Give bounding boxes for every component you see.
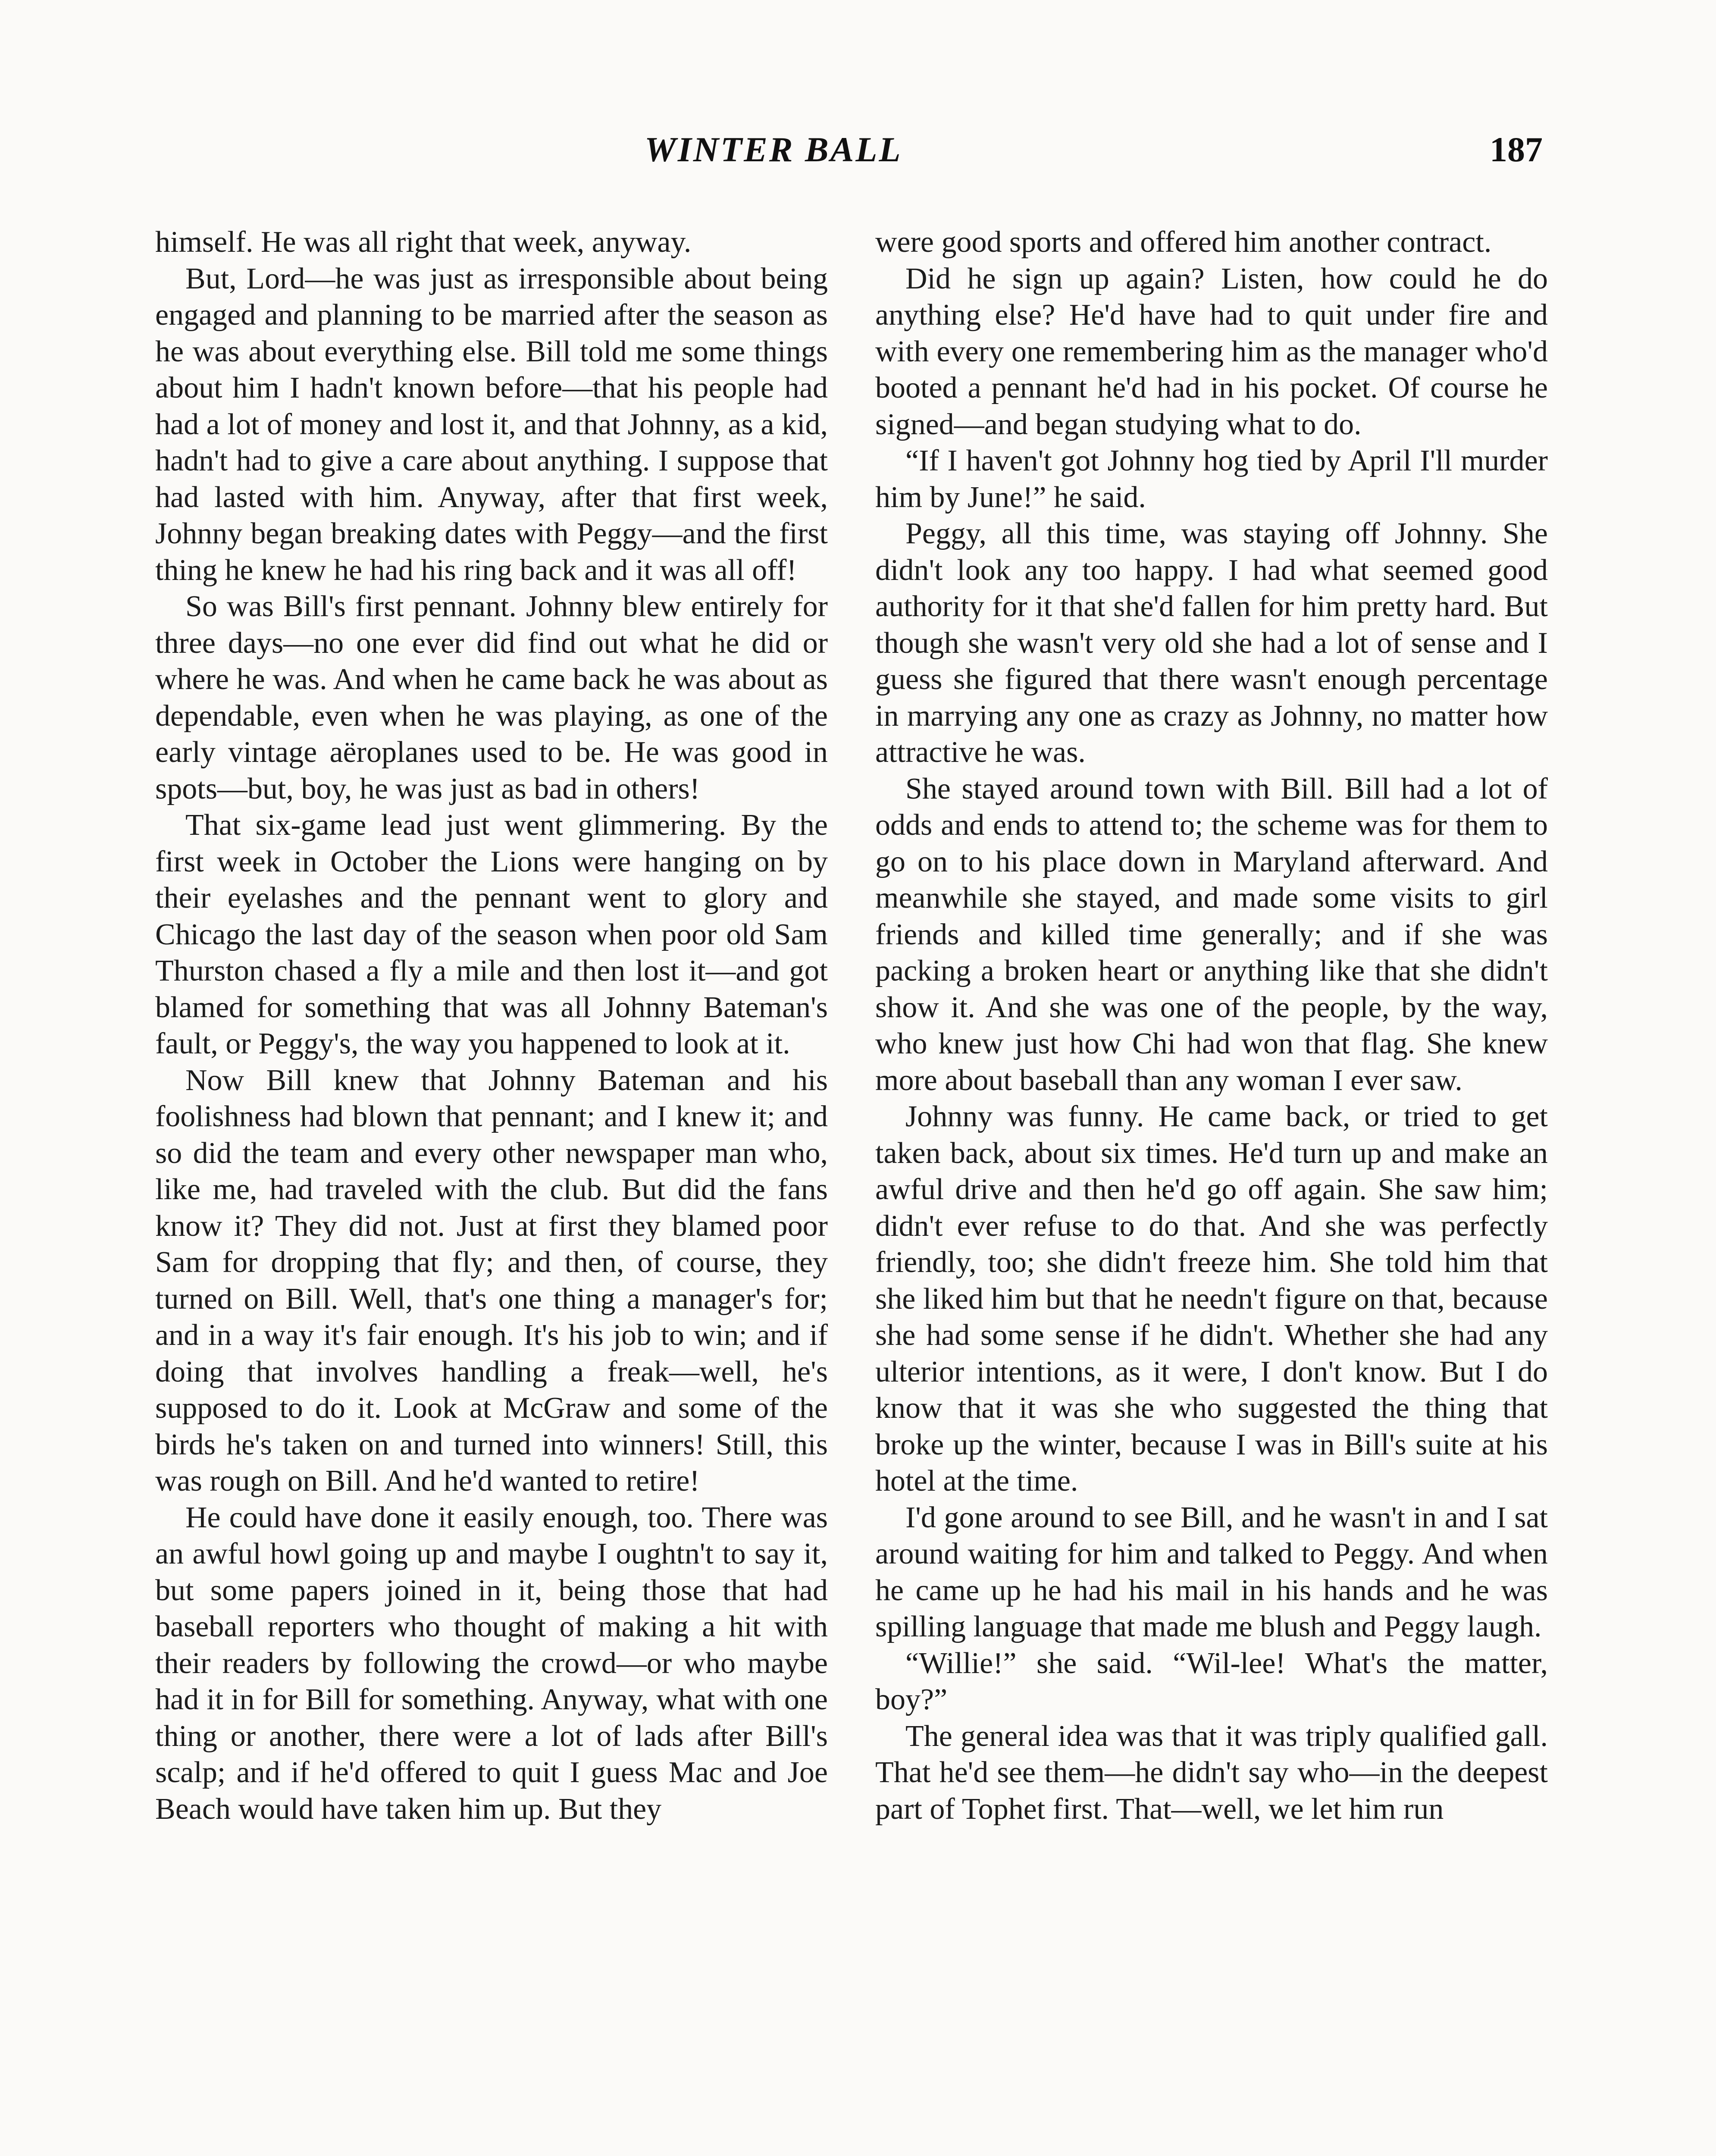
left-column <box>155 224 828 1827</box>
running-title: WINTER BALL <box>645 130 902 169</box>
paragraph: “Willie!” she said. “Wil-lee! What's the matter, boy?” <box>875 1646 1548 1716</box>
paragraph: She stayed around town with Bill. Bill had a lot of odds and ends to attend to; the scheme was for them to go on to his place down in Maryland afterward. And meanwhile she stayed, and made some visits to girl friends and killed time generally; and if she was packing a broken heart or anything like that she didn't show it. And she was one of the people, by the way, who knew just how Chi had won that flag. She knew more about baseball than any woman I ever saw. <box>875 772 1548 1097</box>
page-number: 187 <box>1490 130 1543 169</box>
paragraph: He could have done it easily enough, too. There was an awful howl going up and maybe I oughtn't to say it, but some papers joined in it, being those that had baseball reporters who thought of making a hit with their readers by following the crowd—or who maybe had it in for Bill for something. Anyway, what with one thing or another, there were a lot of lads after Bill's scalp; and if he'd offered to quit I guess Mac and Joe Beach would have taken him up. But they <box>155 1501 828 1826</box>
paragraph: Johnny was funny. He came back, or tried to get taken back, about six times. He'd turn up and make an awful drive and then he'd go off again. She saw him; didn't ever refuse to do that. And she was perfectly friendly, too; she didn't freeze him. She told him that she liked him but that he needn't figure on that, because she had some sense if he didn't. Whether she had any ulterior intentions, as it were, I don't know. But I do know that it was she who suggested the thing that broke up the winter, because I was in Bill's suite at his hotel at the time. <box>875 1100 1548 1498</box>
paragraph: were good sports and offered him another contract. <box>875 226 1492 259</box>
paragraph: But, Lord—he was just as irresponsible about being engaged and planning to be married after the season as he was about everything else. Bill told me some things about him I hadn't known before—that his people had had a lot of money and lost it, and that Johnny, as a kid, hadn't had to give a care about anything. I suppose that had lasted with him. Anyway, after that first week, Johnny began breaking dates with Peggy—and the first thing he knew he had his ring back and it was all off! <box>155 262 828 587</box>
paragraph: I'd gone around to see Bill, and he wasn't in and I sat around waiting for him and talked to Peggy. And when he came up he had his mail in his hands and he was spilling language that made me blush and Peggy laugh. <box>875 1501 1548 1643</box>
paragraph: That six-game lead just went glimmering. By the first week in October the Lions were hanging on by their eyelashes and the pennant went to glory and Chicago the last day of the season when poor old Sam Thurston chased a fly a mile and then lost it—and got blamed for something that was all Johnny Bateman's fault, or Peggy's, the way you happened to look at it. <box>155 808 828 1060</box>
paragraph: “If I haven't got Johnny hog tied by April I'll murder him by June!” he said. <box>875 444 1548 514</box>
paragraph: So was Bill's first pennant. Johnny blew entirely for three days—no one ever did find out what he did or where he was. And when he came back he was about as dependable, even when he was playing, as one of the early vintage aëroplanes used to be. He was good in spots—but, boy, he was just as bad in others! <box>155 590 828 805</box>
paragraph: Did he sign up again? Listen, how could he do anything else? He'd have had to quit under fire and with every one remembering him as the manager who'd booted a pennant he'd had in his pocket. Of course he signed—and began studying what to do. <box>875 262 1548 441</box>
paragraph: Peggy, all this time, was staying off Johnny. She didn't look any too happy. I had what seemed good authority for it that she'd fallen for him pretty hard. But though she wasn't very old she had a lot of sense and I guess she figured that there wasn't enough percentage in marrying any one as crazy as Johnny, no matter how attractive he was. <box>875 517 1548 769</box>
paragraph: Now Bill knew that Johnny Bateman and his foolishness had blown that pennant; and I knew it; and so did the team and every other newspaper man who, like me, had traveled with the club. But did the fans know it? They did not. Just at first they blamed poor Sam for dropping that fly; and then, of course, they turned on Bill. Well, that's one thing a manager's for; and in a way it's fair enough. It's his job to win; and if doing that involves handling a freak—well, he's supposed to do it. Look at McGraw and some of the birds he's taken on and turned into winners! Still, this was rough on Bill. And he'd wanted to retire! <box>155 1063 828 1498</box>
paragraph: himself. He was all right that week, anyway. <box>155 226 692 259</box>
right-column <box>875 224 1548 1827</box>
paragraph: The general idea was that it was triply qualified gall. That he'd see them—he didn't say who—in the deepest part of Tophet first. That—well, we let him run <box>875 1719 1548 1826</box>
